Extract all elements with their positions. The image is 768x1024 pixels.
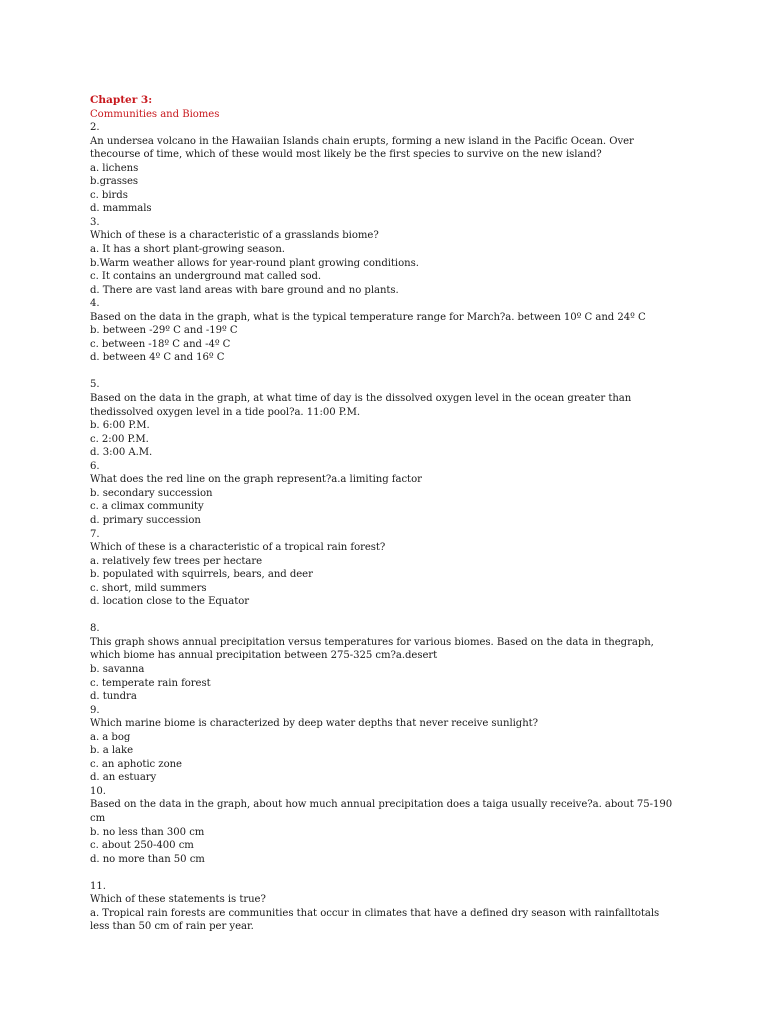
question-number: 2. <box>90 122 100 134</box>
answer-option: b.grasses <box>90 176 139 188</box>
question-3 <box>90 216 680 297</box>
answer-option: b. a lake <box>90 745 133 757</box>
answer-option: a. Tropical rain forests are communities that occur in climates that have a defined dry season with rainfalltotals less than 50 cm of rain per year. <box>90 907 663 933</box>
answer-option: c. a climax community <box>90 501 204 513</box>
answer-option: d. location close to the Equator <box>90 596 250 608</box>
question-number: 10. <box>90 785 106 797</box>
question-2 <box>90 121 680 216</box>
answer-option: c. temperate rain forest <box>90 677 211 689</box>
question-stem: Which of these statements is true? <box>90 894 266 906</box>
question-number: 8. <box>90 623 100 635</box>
answer-option: a. relatively few trees per hectare <box>90 555 263 567</box>
answer-option: a. a bog <box>90 731 131 743</box>
question-stem: Based on the data in the graph, what is the typical temperature range for March?a. between 10º C and 24º C <box>90 311 646 323</box>
question-stem: What does the red line on the graph represent?a.a limiting factor <box>90 474 422 486</box>
blank-line <box>90 365 680 379</box>
blank-line <box>90 866 680 880</box>
answer-option: b.Warm weather allows for year-round plant growing conditions. <box>90 257 419 269</box>
question-7 <box>90 528 680 609</box>
answer-option: b. savanna <box>90 663 145 675</box>
answer-option: c. an aphotic zone <box>90 758 182 770</box>
question-stem: This graph shows annual precipitation versus temperatures for various biomes. Based on the data in thegraph, which biome has annual precipitation between 275-325 cm?a.desert <box>90 636 658 662</box>
chapter-subtitle: Communities and Biomes <box>90 108 220 120</box>
answer-option: d. primary succession <box>90 514 201 526</box>
question-6 <box>90 460 680 528</box>
question-number: 4. <box>90 298 100 310</box>
question-10 <box>90 785 680 866</box>
answer-option: d. tundra <box>90 691 137 703</box>
question-stem: An undersea volcano in the Hawaiian Islands chain erupts, forming a new island in the Pacific Ocean. Over thecourse of time, which of these would most likely be the first species to survive on the new island? <box>90 135 637 161</box>
question-5 <box>90 378 680 459</box>
answer-option: c. 2:00 P.M. <box>90 433 149 445</box>
answer-option: b. no less than 300 cm <box>90 826 205 838</box>
question-4 <box>90 297 680 365</box>
answer-option: b. secondary succession <box>90 487 213 499</box>
answer-option: d. There are vast land areas with bare ground and no plants. <box>90 284 399 296</box>
answer-option: d. between 4º C and 16º C <box>90 352 225 364</box>
answer-option: c. between -18º C and -4º C <box>90 338 231 350</box>
chapter-title: Chapter 3: <box>90 94 153 106</box>
answer-option: b. between -29º C and -19º C <box>90 325 238 337</box>
answer-option: d. 3:00 A.M. <box>90 447 153 459</box>
question-number: 6. <box>90 460 100 472</box>
answer-option: a. lichens <box>90 162 139 174</box>
answer-option: a. It has a short plant-growing season. <box>90 244 285 256</box>
question-number: 9. <box>90 704 100 716</box>
question-9 <box>90 704 680 785</box>
question-stem: Which of these is a characteristic of a grasslands biome? <box>90 230 379 242</box>
question-stem: Which of these is a characteristic of a tropical rain forest? <box>90 542 386 554</box>
answer-option: c. short, mild summers <box>90 582 207 594</box>
answer-option: d. an estuary <box>90 772 157 784</box>
question-stem: Based on the data in the graph, at what time of day is the dissolved oxygen level in the ocean greater than thedissolved oxygen level in a tide pool?a. 11:00 P.M. <box>90 393 635 418</box>
answer-option: d. no more than 50 cm <box>90 853 205 865</box>
document-page <box>90 94 680 934</box>
question-8 <box>90 622 680 703</box>
question-11 <box>90 880 680 934</box>
question-number: 3. <box>90 216 100 228</box>
answer-option: b. populated with squirrels, bears, and deer <box>90 569 313 581</box>
question-number: 11. <box>90 880 106 892</box>
answer-option: b. 6:00 P.M. <box>90 420 150 432</box>
answer-option: c. It contains an underground mat called sod. <box>90 271 322 283</box>
question-number: 5. <box>90 379 100 391</box>
question-number: 7. <box>90 528 100 540</box>
question-stem: Which marine biome is characterized by deep water depths that never receive sunlight? <box>90 718 539 730</box>
answer-option: c. birds <box>90 189 128 201</box>
answer-option: d. mammals <box>90 203 152 215</box>
blank-line <box>90 609 680 623</box>
answer-option: c. about 250-400 cm <box>90 840 194 852</box>
question-stem: Based on the data in the graph, about how much annual precipitation does a taiga usually receive?a. about 75-190 cm <box>90 799 676 824</box>
